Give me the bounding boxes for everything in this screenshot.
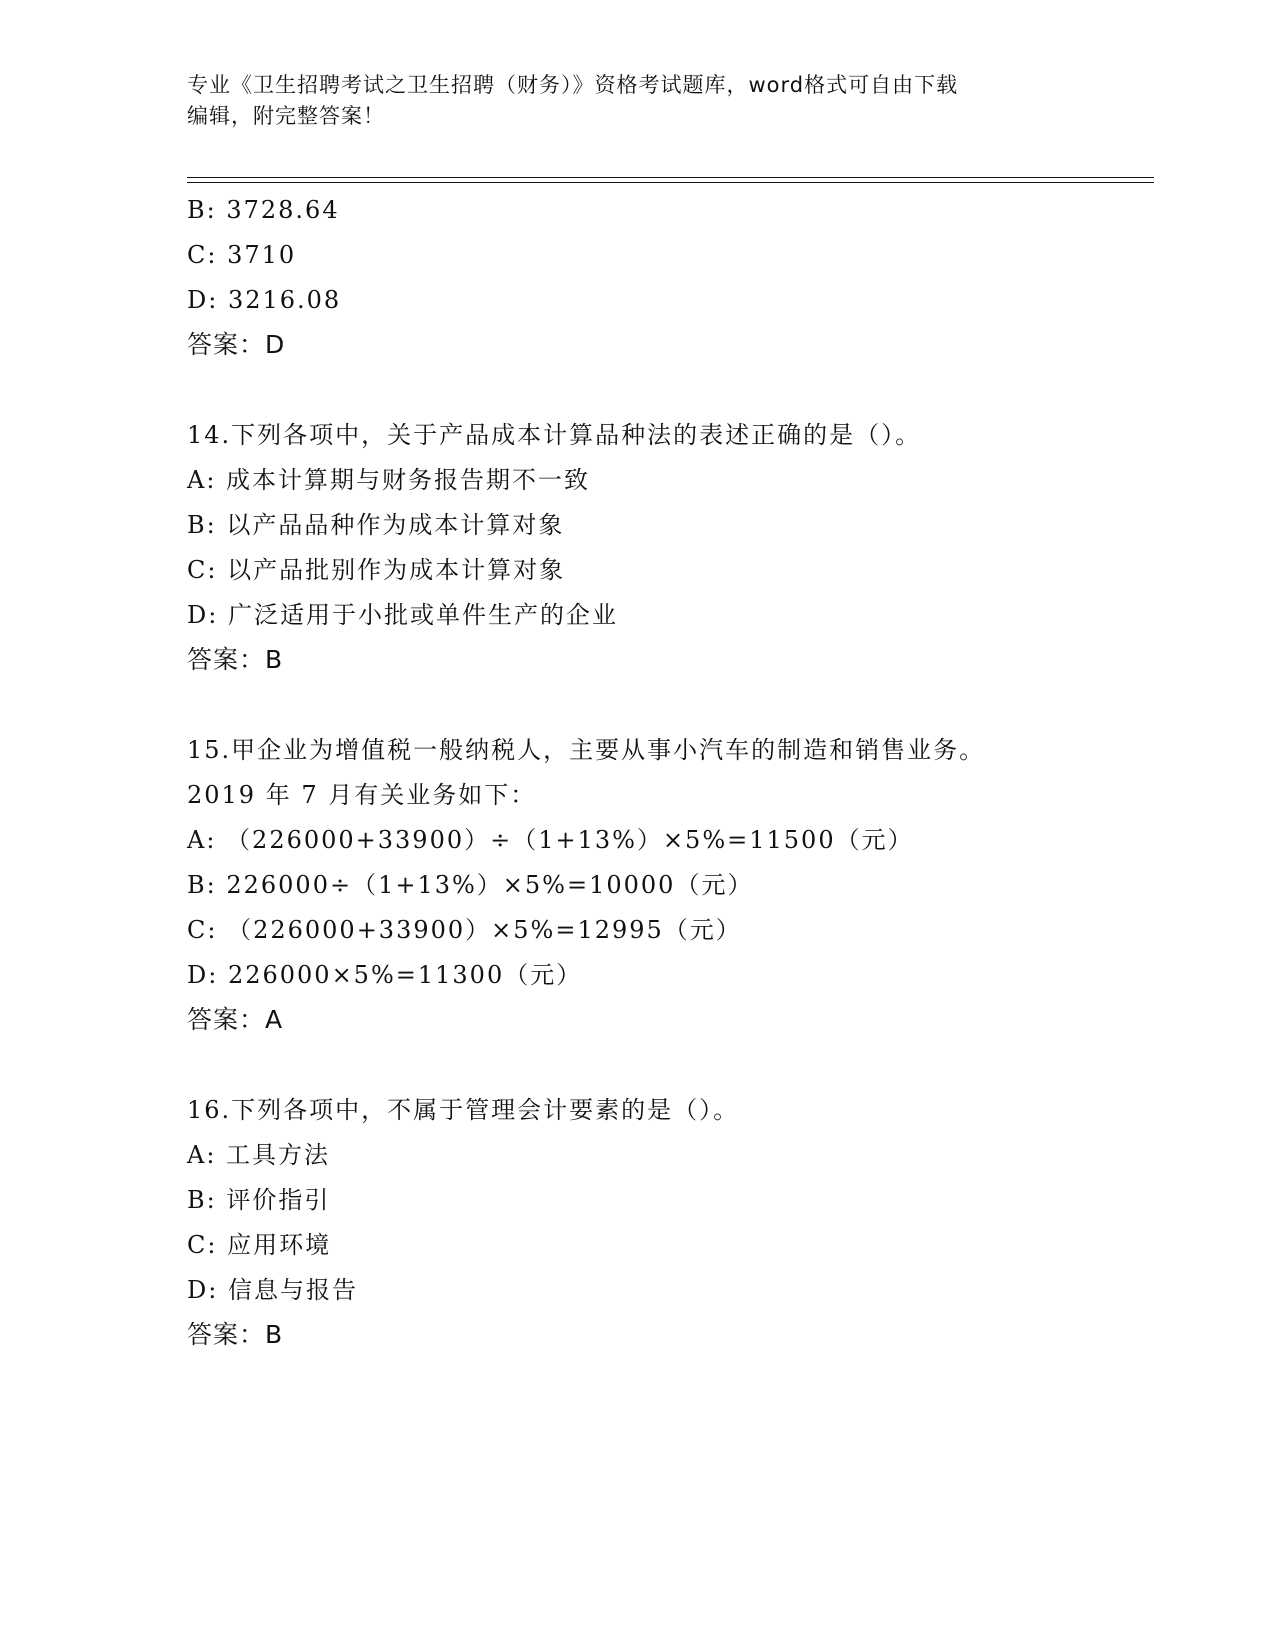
q15-stem-line-2: 2019 年 7 月有关业务如下： xyxy=(187,781,537,809)
q13-option-b: B: 3728.64 xyxy=(187,196,340,224)
q14-option-a: A: 成本计算期与财务报告期不一致 xyxy=(187,466,591,494)
q15-option-a: A: （226000+33900）÷（1+13%）×5%=11500（元） xyxy=(187,826,914,854)
q14-option-b: B: 以产品品种作为成本计算对象 xyxy=(187,511,565,539)
header-rule-bottom xyxy=(187,182,1154,183)
q14-option-c: C: 以产品批别作为成本计算对象 xyxy=(187,556,566,584)
q16-option-d: D: 信息与报告 xyxy=(187,1276,358,1304)
q15-option-c: C: （226000+33900）×5%=12995（元） xyxy=(187,916,742,944)
q13-answer: 答案：D xyxy=(187,330,286,359)
header-rule-top xyxy=(187,177,1154,178)
q16-option-b: B: 评价指引 xyxy=(187,1186,331,1214)
document-header xyxy=(187,70,1067,132)
q15-stem-line-1: 15.甲企业为增值税一般纳税人，主要从事小汽车的制造和销售业务。 xyxy=(187,736,986,764)
q15-option-d: D: 226000×5%=11300（元） xyxy=(187,961,583,989)
q13-option-d: D: 3216.08 xyxy=(187,286,342,314)
q16-option-c: C: 应用环境 xyxy=(187,1231,332,1259)
q13-option-c: C: 3710 xyxy=(187,241,297,269)
q16-option-a: A: 工具方法 xyxy=(187,1141,331,1169)
q15-option-b: B: 226000÷（1+13%）×5%=10000（元） xyxy=(187,871,754,899)
q14-stem: 14.下列各项中，关于产品成本计算品种法的表述正确的是（）。 xyxy=(187,421,922,449)
q15-answer: 答案：A xyxy=(187,1005,284,1034)
header-line-1: 专业《卫生招聘考试之卫生招聘（财务）》资格考试题库，word格式可自由下载 xyxy=(187,73,959,97)
q14-answer: 答案：B xyxy=(187,645,284,674)
q16-stem: 16.下列各项中，不属于管理会计要素的是（）。 xyxy=(187,1096,740,1124)
q14-option-d: D: 广泛适用于小批或单件生产的企业 xyxy=(187,601,618,629)
header-line-2: 编辑，附完整答案！ xyxy=(187,104,385,128)
q16-answer: 答案：B xyxy=(187,1320,284,1349)
